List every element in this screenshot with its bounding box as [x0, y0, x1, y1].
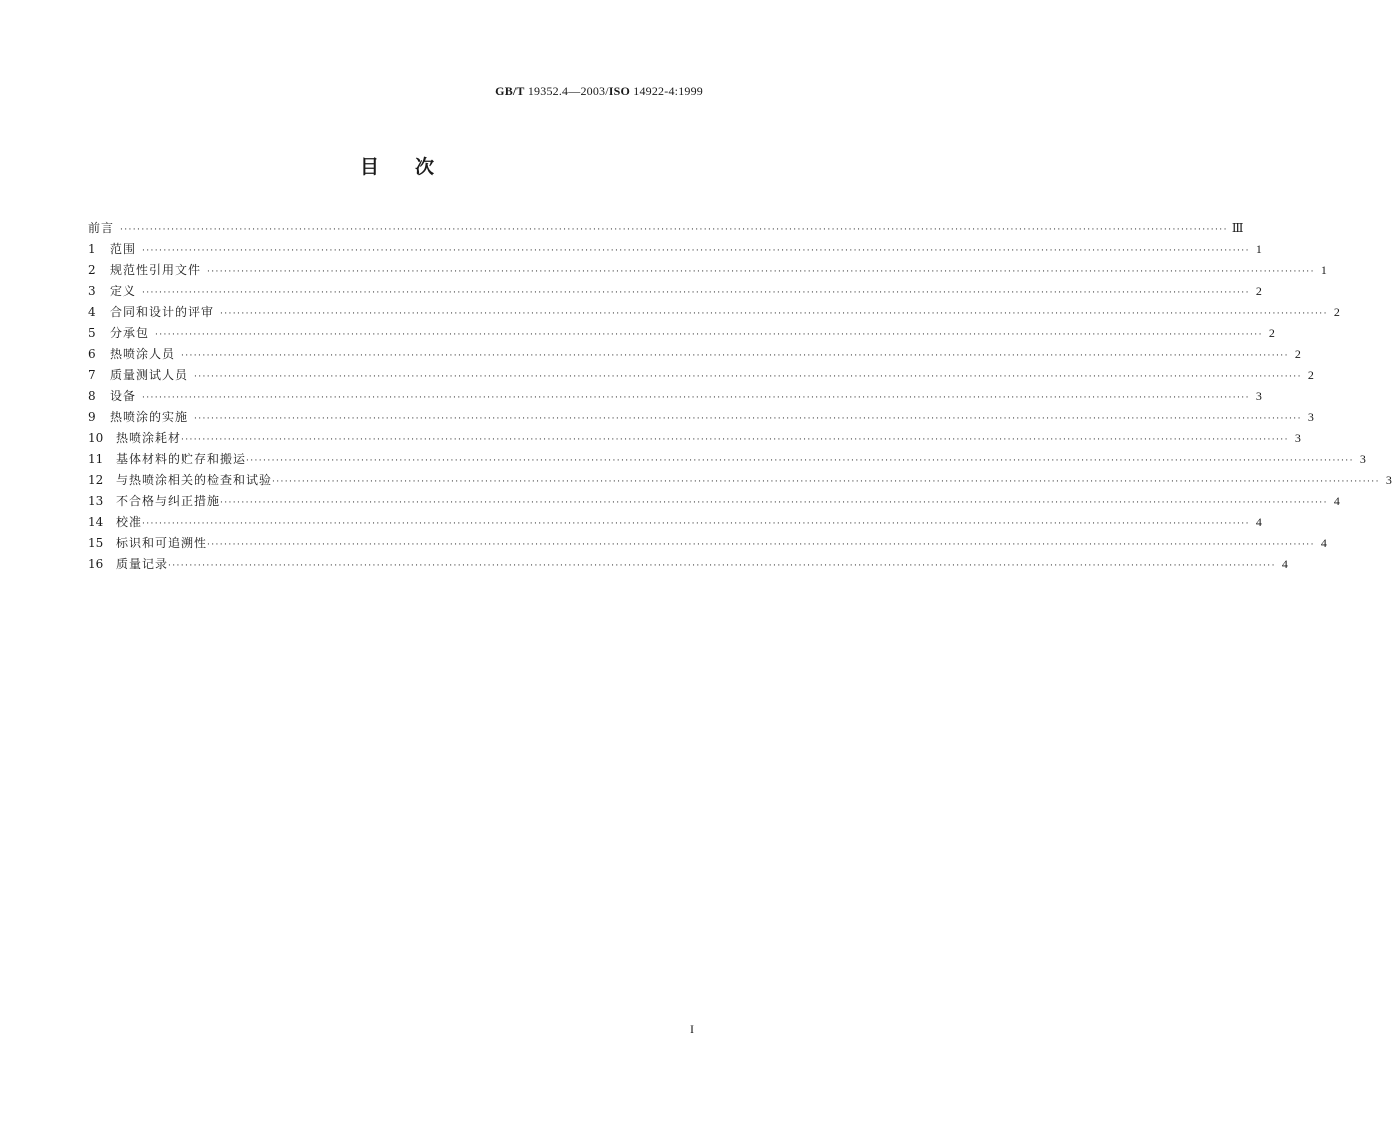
toc-entry-number: 1: [88, 242, 96, 256]
toc-entry-page: 3: [1307, 410, 1314, 424]
toc-entry-number: 11: [88, 452, 104, 466]
toc-entry-page: 3: [1385, 473, 1392, 487]
toc-entry-page: 2: [1333, 305, 1340, 319]
toc-entry-label: 质量测试人员: [110, 368, 189, 382]
dot-leader: ····································································································································································································································································: [181, 351, 1289, 361]
dot-leader: ····································································································································································································································································: [142, 246, 1250, 256]
standard-prefix: GB/T: [495, 84, 525, 98]
toc-entry-page: Ⅲ: [1231, 221, 1244, 235]
toc-entry-label: 定义: [110, 284, 137, 298]
dot-leader: ····································································································································································································································································: [168, 561, 1276, 571]
toc-entry-number: 5: [88, 326, 96, 340]
toc-entry-label: 基体材料的贮存和搬运: [116, 452, 247, 466]
toc-entry[interactable]: [88, 386, 1262, 407]
toc-entry[interactable]: [88, 554, 1288, 575]
toc-entry-number: 14: [88, 515, 104, 529]
toc-entry-page: 3: [1255, 389, 1262, 403]
toc-entry[interactable]: [88, 449, 1366, 470]
toc-entry[interactable]: [88, 512, 1262, 533]
toc-entry-page: 4: [1333, 494, 1340, 508]
toc-entry-label: 质量记录: [116, 557, 169, 571]
toc-entry[interactable]: [88, 365, 1314, 386]
toc-entry-number: 13: [88, 494, 104, 508]
toc-entry-label: 不合格与纠正措施: [116, 494, 221, 508]
toc-entry-number: 7: [88, 368, 96, 382]
toc-entry-page: 4: [1281, 557, 1288, 571]
table-of-contents: [88, 218, 1392, 575]
toc-entry[interactable]: [88, 281, 1262, 302]
toc-entry-page: 4: [1320, 536, 1327, 550]
page-title: 目次: [359, 156, 470, 178]
toc-entry-page: 2: [1307, 368, 1314, 382]
dot-leader: ····································································································································································································································································: [207, 267, 1315, 277]
toc-entry[interactable]: [88, 491, 1340, 512]
toc-entry[interactable]: [88, 218, 1244, 239]
toc-entry-number: 12: [88, 473, 104, 487]
toc-entry-label: 规范性引用文件: [110, 263, 202, 277]
toc-entry-number: 15: [88, 536, 104, 550]
toc-entry[interactable]: [88, 323, 1275, 344]
toc-entry-label: 与热喷涂相关的检查和试验: [116, 473, 273, 487]
toc-entry-number: 2: [88, 263, 96, 277]
toc-entry[interactable]: [88, 302, 1340, 323]
toc-entry-number: 9: [88, 410, 96, 424]
toc-entry-label: 校准: [116, 515, 143, 529]
toc-entry-number: 10: [88, 431, 104, 445]
iso-prefix: ISO: [608, 84, 631, 98]
toc-entry-page: 1: [1255, 242, 1262, 256]
toc-entry[interactable]: [88, 260, 1327, 281]
page-number: I: [690, 1022, 694, 1036]
toc-entry-label: 前言: [88, 221, 115, 235]
dot-leader: ····································································································································································································································································: [194, 372, 1302, 382]
document-code: [495, 84, 703, 99]
toc-entry-number: 6: [88, 347, 96, 361]
toc-entry-page: 1: [1320, 263, 1327, 277]
toc-entry-label: 标识和可追溯性: [116, 536, 208, 550]
toc-entry-number: 3: [88, 284, 96, 298]
toc-entry-label: 合同和设计的评审: [110, 305, 215, 319]
toc-entry-label: 分承包: [110, 326, 150, 340]
dot-leader: ····································································································································································································································································: [194, 414, 1302, 424]
toc-entry-label: 设备: [110, 389, 137, 403]
dot-leader: ····································································································································································································································································: [272, 477, 1380, 487]
dot-leader: ····································································································································································································································································: [246, 456, 1354, 466]
dot-leader: ····································································································································································································································································: [142, 393, 1250, 403]
dot-leader: ····································································································································································································································································: [155, 330, 1263, 340]
dot-leader: ····································································································································································································································································: [220, 309, 1328, 319]
toc-entry[interactable]: [88, 344, 1301, 365]
dot-leader: ····································································································································································································································································: [142, 288, 1250, 298]
iso-number: 14922-4:1999: [630, 84, 703, 98]
dot-leader: ····································································································································································································································································: [120, 225, 1228, 235]
toc-entry[interactable]: [88, 239, 1262, 260]
toc-entry[interactable]: [88, 470, 1392, 491]
standard-number: 19352.4—2003/: [524, 84, 609, 98]
toc-entry-page: 2: [1268, 326, 1275, 340]
toc-entry[interactable]: [88, 533, 1327, 554]
toc-entry-label: 范围: [110, 242, 137, 256]
toc-entry-label: 热喷涂耗材: [116, 431, 182, 445]
dot-leader: ····································································································································································································································································: [207, 540, 1315, 550]
toc-entry-page: 3: [1294, 431, 1301, 445]
toc-entry-number: 16: [88, 557, 104, 571]
toc-entry[interactable]: [88, 428, 1301, 449]
dot-leader: ····································································································································································································································································: [220, 498, 1328, 508]
toc-entry-page: 2: [1255, 284, 1262, 298]
toc-entry-page: 3: [1359, 452, 1366, 466]
toc-entry-page: 4: [1255, 515, 1262, 529]
toc-entry-page: 2: [1294, 347, 1301, 361]
toc-entry-label: 热喷涂的实施: [110, 410, 189, 424]
toc-entry[interactable]: [88, 407, 1314, 428]
toc-entry-number: 4: [88, 305, 96, 319]
toc-entry-number: 8: [88, 389, 96, 403]
dot-leader: ····································································································································································································································································: [181, 435, 1289, 445]
dot-leader: ····································································································································································································································································: [142, 519, 1250, 529]
toc-entry-label: 热喷涂人员: [110, 347, 176, 361]
